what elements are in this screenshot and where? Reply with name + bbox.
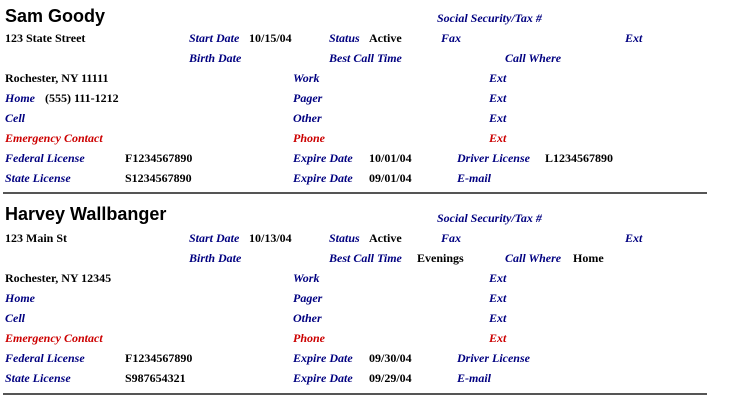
fax-ext-label: Ext (625, 31, 643, 45)
fax-label: Fax (441, 231, 462, 245)
status-value: Active (369, 31, 402, 45)
fax-ext-label: Ext (625, 231, 643, 245)
cell-label: Cell (5, 311, 25, 325)
other-ext-label: Ext (489, 311, 507, 325)
call-where-label: Call Where (505, 251, 562, 265)
pager-label: Pager (293, 291, 323, 305)
status-value: Active (369, 231, 402, 245)
federal-expire-value: 10/01/04 (369, 151, 412, 165)
work-label: Work (293, 71, 320, 85)
federal-expire-label: Expire Date (293, 351, 353, 365)
emergency-phone-label: Phone (293, 131, 326, 145)
federal-license-label: Federal License (5, 151, 85, 165)
state-expire-value: 09/29/04 (369, 371, 412, 385)
employee-name: Sam Goody (5, 6, 106, 26)
state-expire-value: 09/01/04 (369, 171, 412, 185)
birth-date-label: Birth Date (189, 51, 242, 65)
home-label: Home (5, 91, 35, 105)
pager-label: Pager (293, 91, 323, 105)
driver-license-label: Driver License (457, 351, 530, 365)
start-date-label: Start Date (189, 31, 240, 45)
address-line: 123 Main St (5, 231, 68, 245)
pager-ext-label: Ext (489, 291, 507, 305)
cell-label: Cell (5, 111, 25, 125)
work-label: Work (293, 271, 320, 285)
other-ext-label: Ext (489, 111, 507, 125)
start-date-label: Start Date (189, 231, 240, 245)
emergency-ext-label: Ext (489, 331, 507, 345)
federal-expire-label: Expire Date (293, 151, 353, 165)
start-date-value: 10/13/04 (249, 231, 292, 245)
federal-license-label: Federal License (5, 351, 85, 365)
best-call-time-label: Best Call Time (329, 251, 402, 265)
driver-license-label: Driver License (457, 151, 530, 165)
other-label: Other (293, 111, 322, 125)
driver-license-value: L1234567890 (545, 151, 614, 165)
home-label: Home (5, 291, 35, 305)
emergency-contact-label: Emergency Contact (5, 331, 103, 345)
employee-record (0, 0, 732, 200)
fax-label: Fax (441, 31, 462, 45)
call-where-label: Call Where (505, 51, 562, 65)
city-state-zip: Rochester, NY 11111 (5, 71, 109, 85)
birth-date-label: Birth Date (189, 251, 242, 265)
work-ext-label: Ext (489, 71, 507, 85)
call-where-value: Home (573, 251, 604, 265)
state-license-label: State License (5, 171, 71, 185)
federal-license-value: F1234567890 (125, 151, 193, 165)
address-line: 123 State Street (5, 31, 86, 45)
state-expire-label: Expire Date (293, 371, 353, 385)
state-license-label: State License (5, 371, 71, 385)
emergency-ext-label: Ext (489, 131, 507, 145)
email-label: E-mail (457, 371, 492, 385)
emergency-contact-label: Emergency Contact (5, 131, 103, 145)
status-label: Status (329, 231, 360, 245)
employee-record (0, 200, 732, 400)
employee-name: Harvey Wallbanger (5, 204, 167, 224)
emergency-phone-label: Phone (293, 331, 326, 345)
best-call-time-value: Evenings (417, 251, 464, 265)
start-date-value: 10/15/04 (249, 31, 292, 45)
federal-expire-value: 09/30/04 (369, 351, 412, 365)
record-divider (3, 393, 707, 395)
ssn-label: Social Security/Tax # (437, 211, 542, 225)
other-label: Other (293, 311, 322, 325)
pager-ext-label: Ext (489, 91, 507, 105)
work-ext-label: Ext (489, 271, 507, 285)
state-license-value: S1234567890 (125, 171, 192, 185)
city-state-zip: Rochester, NY 12345 (5, 271, 112, 285)
ssn-label: Social Security/Tax # (437, 11, 542, 25)
best-call-time-label: Best Call Time (329, 51, 402, 65)
home-phone-value: (555) 111-1212 (45, 91, 119, 105)
state-license-value: S987654321 (125, 371, 186, 385)
state-expire-label: Expire Date (293, 171, 353, 185)
status-label: Status (329, 31, 360, 45)
federal-license-value: F1234567890 (125, 351, 193, 365)
record-divider (3, 192, 707, 194)
email-label: E-mail (457, 171, 492, 185)
